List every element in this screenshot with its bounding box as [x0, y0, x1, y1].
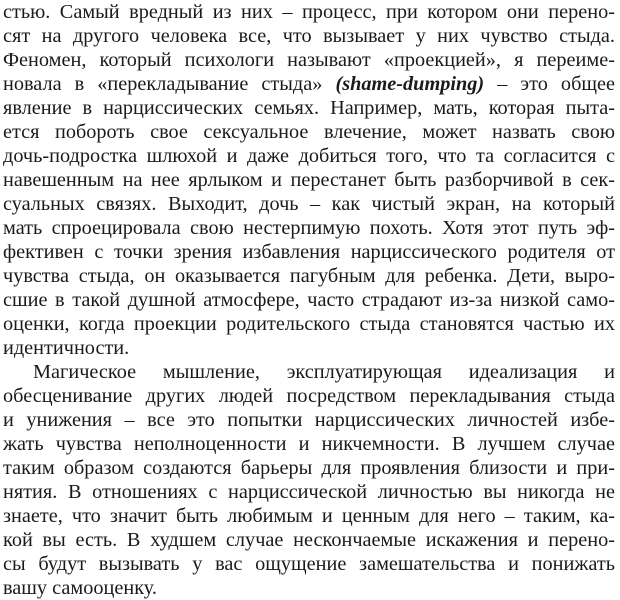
- text-line: кой вы есть. В худшем случае нескончаемые искажения и перено-: [3, 529, 615, 551]
- text-line: вашу самооценку.: [3, 577, 157, 599]
- text-line: мать спроецировала свою нестерпимую похоть. Хотя этот путь эф-: [3, 217, 615, 239]
- text-line: [3, 72, 615, 96]
- text-run: – это общее: [484, 73, 615, 95]
- text-line: явление в нарциссических семьях. Например, мать, которая пыта-: [3, 97, 615, 119]
- text-run: новала в «перекладывание стыда»: [3, 73, 336, 95]
- text-line: сы будут вызывать у вас ощущение замешательства и понижать: [3, 553, 615, 575]
- text-line: нятия. В отношениях с нарциссической личностью вы никогда не: [3, 481, 615, 503]
- text-line: идентичности.: [3, 337, 130, 359]
- text-line: ется побороть свое сексуальное влечение, может назвать свою: [3, 121, 615, 143]
- text-line: суальных связях. Выходит, дочь – как чистый экран, на который: [3, 193, 615, 215]
- text-line: дочь-подростка шлюхой и даже добиться того, что та согласится с: [3, 145, 615, 167]
- text-line: Магическое мышление, эксплуатирующая идеализация и: [33, 361, 615, 383]
- text-line: Феномен, который психологи называют «проекцией», я переиме-: [3, 49, 615, 71]
- text-line: чувства стыда, он оказывается пагубным для ребенка. Дети, выро-: [3, 265, 615, 287]
- text-line: таким образом создаются барьеры для проявления близости и при-: [3, 457, 615, 479]
- text-line: знаете, что значит быть любимым и ценным для него – таким, ка-: [3, 505, 615, 527]
- text-line: сшие в такой душной атмосфере, часто страдают из-за низкой само-: [3, 289, 615, 311]
- text-line: оценки, когда проекции родительского стыда становятся частью их: [3, 313, 615, 335]
- text-line: жать чувства неполноценности и никчемности. В лучшем случае: [3, 433, 615, 455]
- text-line: обесценивание других людей посредством перекладывания стыда: [3, 385, 615, 407]
- text-line: фективен с точки зрения избавления нарциссического родителя от: [3, 241, 615, 263]
- text-line: сят на другого человека все, что вызывает у них чувство стыда.: [3, 25, 615, 47]
- english-term: (shame-dumping): [335, 73, 485, 95]
- text-line: и унижения – все это попытки нарциссических личностей избе-: [3, 409, 615, 431]
- text-line: навешенным на нее ярлыком и перестанет быть разборчивой в сек-: [3, 169, 615, 191]
- text-line: стью. Самый вредный из них – процесс, при котором они перено-: [3, 1, 615, 23]
